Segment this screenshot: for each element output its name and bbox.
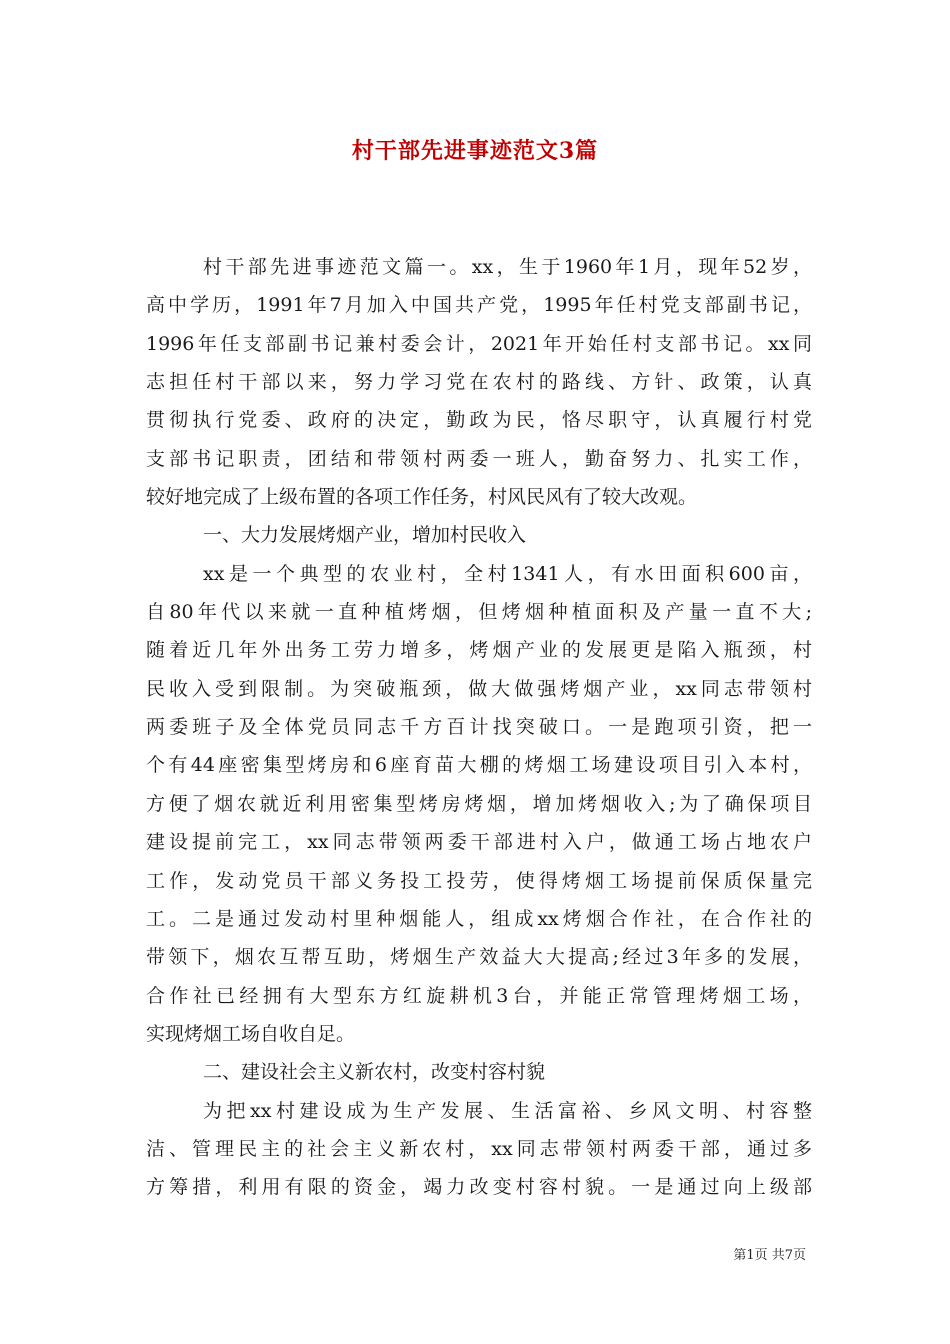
text-line: 志担任村干部以来，努力学习党在农村的路线、方针、政策，认真	[146, 371, 812, 394]
text-line: 贯彻执行党委、政府的决定，勤政为民，恪尽职守，认真履行村党	[146, 409, 812, 432]
text-line: xx是一个典型的农业村，全村1341人，有水田面积600亩，	[203, 562, 812, 585]
text-line: 方便了烟农就近利用密集型烤房烤烟，增加烤烟收入;为了确保项目	[146, 792, 812, 815]
text-line: 方筹措，利用有限的资金，竭力改变村容村貌。一是通过向上级部	[146, 1176, 812, 1199]
page-number-footer: 第1页 共7页	[733, 1248, 806, 1263]
text-line: 合作社已经拥有大型东方红旋耕机3台，并能正常管理烤烟工场，	[146, 984, 812, 1007]
text-line: 一、大力发展烤烟产业，增加村民收入	[203, 524, 527, 547]
document-body	[146, 248, 812, 1207]
text-line: 高中学历，1991年7月加入中国共产党，1995年任村党支部副书记，	[146, 294, 812, 317]
text-line: 较好地完成了上级布置的各项工作任务，村风民风有了较大改观。	[146, 486, 698, 509]
text-line: 工。二是通过发动村里种烟能人，组成xx烤烟合作社，在合作社的	[146, 907, 812, 930]
text-line: 工作，发动党员干部义务投工投劳，使得烤烟工场提前保质保量完	[146, 869, 812, 892]
text-line: 随着近几年外出务工劳力增多，烤烟产业的发展更是陷入瓶颈，村	[146, 639, 812, 662]
text-line: 建设提前完工，xx同志带领两委干部进村入户，做通工场占地农户	[146, 831, 812, 854]
text-line: 个有44座密集型烤房和6座育苗大棚的烤烟工场建设项目引入本村，	[146, 754, 812, 777]
text-line: 为把xx村建设成为生产发展、生活富裕、乡风文明、村容整	[203, 1099, 812, 1122]
text-line: 两委班子及全体党员同志千方百计找突破口。一是跑项引资，把一	[146, 716, 812, 739]
document-title: 村干部先进事迹范文3篇	[351, 138, 599, 164]
text-line: 洁、管理民主的社会主义新农村，xx同志带领村两委干部，通过多	[146, 1137, 812, 1160]
text-line: 带领下，烟农互帮互助，烤烟生产效益大大提高;经过3年多的发展，	[146, 946, 812, 969]
text-line: 自80年代以来就一直种植烤烟，但烤烟种植面积及产量一直不大;	[146, 601, 812, 624]
text-line: 村干部先进事迹范文篇一。xx，生于1960年1月，现年52岁，	[203, 256, 812, 278]
text-line: 支部书记职责，团结和带领村两委一班人，勤奋努力、扎实工作，	[146, 447, 812, 470]
text-line: 民收入受到限制。为突破瓶颈，做大做强烤烟产业，xx同志带领村	[146, 677, 812, 700]
text-line: 1996年任支部副书记兼村委会计，2021年开始任村支部书记。xx同	[146, 332, 812, 355]
text-line: 实现烤烟工场自收自足。	[146, 1022, 356, 1045]
text-line: 二、建设社会主义新农村，改变村容村貌	[203, 1061, 546, 1084]
